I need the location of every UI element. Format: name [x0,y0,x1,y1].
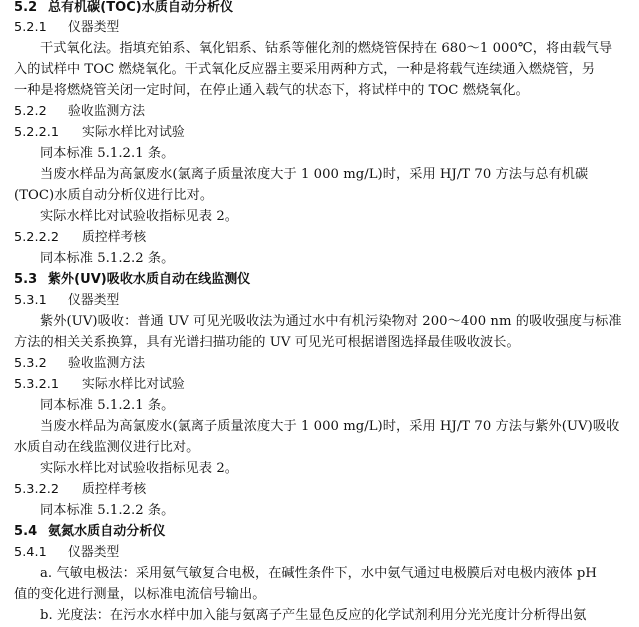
section-heading-5-4: 5.4 氨氮水质自动分析仪 [14,524,166,539]
paragraph-line: 同本标准 5.1.2.1 条。 [40,146,175,161]
paragraph-line: 实际水样比对试验收指标见表 2。 [40,461,239,476]
paragraph-line: (TOC)水质自动分析仪进行比对。 [14,188,214,203]
subsection-heading-5-3-2: 5.3.2 验收监测方法 [14,356,146,371]
paragraph-line: 干式氧化法。指填充铂系、氧化铝系、钴系等催化剂的燃烧管保持在 680～1 000℃，将由载气导 [40,41,613,56]
subsection-heading-5-3-2-2: 5.3.2.2 质控样考核 [14,482,147,497]
subsection-heading-5-2-1: 5.2.1 仪器类型 [14,20,120,35]
subsection-heading-5-2-2: 5.2.2 验收监测方法 [14,104,146,119]
subsection-heading-5-2-2-2: 5.2.2.2 质控样考核 [14,230,147,245]
paragraph-line: 同本标准 5.1.2.1 条。 [40,398,175,413]
subsection-heading-5-3-2-1: 5.3.2.1 实际水样比对试验 [14,377,185,392]
paragraph-line: b. 光度法：在污水水样中加入能与氨离子产生显色反应的化学试剂利用分光光度计分析得出氨 [40,608,587,623]
paragraph-line: 当废水样品为高氯废水(氯离子质量浓度大于 1 000 mg/L)时，采用 HJ/T 70 方法与紫外(UV)吸收 [40,419,620,434]
paragraph-line: 一种是将燃烧管关闭一定时间，在停止通入载气的状态下，将试样中的 TOC 燃烧氧化。 [14,83,529,98]
paragraph-line: 水质自动在线监测仪进行比对。 [14,440,200,455]
paragraph-line: 值的变化进行测量，以标准电流信号输出。 [14,587,266,602]
paragraph-line: 入的试样中 TOC 燃烧氧化。干式氧化反应器主要采用两种方式，一种是将载气连续通入燃烧管，另 [14,62,596,77]
paragraph-line: 同本标准 5.1.2.2 条。 [40,251,175,266]
paragraph-line: 实际水样比对试验收指标见表 2。 [40,209,239,224]
paragraph-line: 同本标准 5.1.2.2 条。 [40,503,175,518]
paragraph-line: a. 气敏电极法：采用氨气敏复合电极，在碱性条件下，水中氨气通过电极膜后对电极内液体 pH [40,566,597,581]
subsection-heading-5-3-1: 5.3.1 仪器类型 [14,293,120,308]
paragraph-line: 当废水样品为高氯废水(氯离子质量浓度大于 1 000 mg/L)时，采用 HJ/T 70 方法与总有机碳 [40,167,589,182]
paragraph-line: 方法的相关关系换算，具有光谱扫描功能的 UV 可见光可根据谱图选择最佳吸收波长。 [14,335,520,350]
section-heading-5-3: 5.3 紫外(UV)吸收水质自动在线监测仪 [14,272,251,287]
subsection-heading-5-2-2-1: 5.2.2.1 实际水样比对试验 [14,125,185,140]
subsection-heading-5-4-1: 5.4.1 仪器类型 [14,545,120,560]
paragraph-line: 紫外(UV)吸收：普通 UV 可见光吸收法为通过水中有机污染物对 200～400 nm 的吸收强度与标准 [40,314,622,329]
section-heading-5-2: 5.2 总有机碳(TOC)水质自动分析仪 [14,0,234,15]
